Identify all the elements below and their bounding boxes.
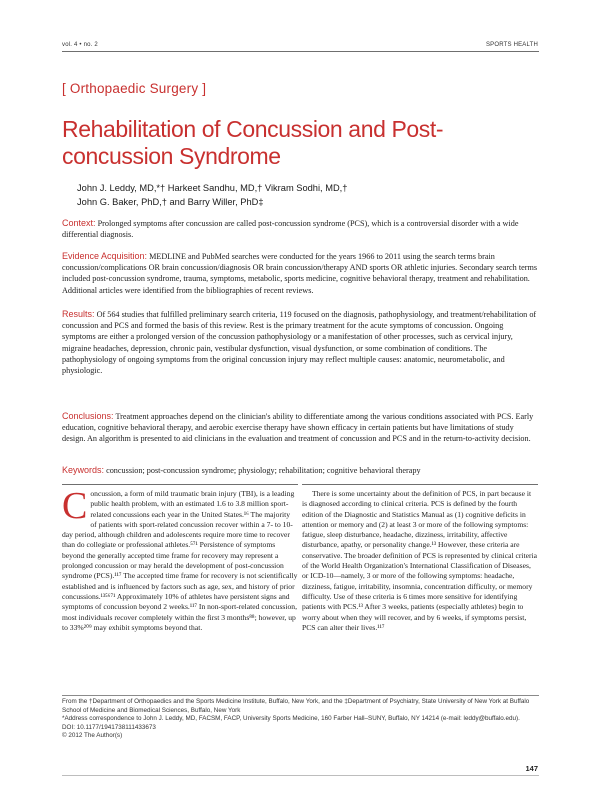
body-column-1 [62,483,298,633]
correspondence-note: *Address correspondence to John J. Leddy, MD, FACSM, FACP, University Sports Medicine, 160 Farber Hall–SUNY, Buffalo, NY 14214 (e-mail: leddy@buffalo.edu). [62,715,520,723]
results-label: Results: [62,309,95,319]
context-text: Prolonged symptoms after concussion are called post-concussion syndrome (PCS), which is a controversial disorder with a wide differential diagnosis. [62,219,519,240]
page-number: 147 [525,764,538,773]
abstract-keywords [62,465,538,476]
keywords-text: concussion; post-concussion syndrome; physiology; rehabilitation; cognitive behavioral therapy [106,466,421,475]
conclusions-label: Conclusions: [62,411,114,421]
affiliation-note: From the †Department of Orthopaedics and the Sports Medicine Institute, Buffalo, New York, and the ‡Department of Psychiatry, State University of New York at Buffalo School of Medicine and Biomedical Sciences, Buffalo, New York [62,698,530,714]
header-rule [62,51,539,52]
evidence-text: MEDLINE and PubMed searches were conducted for the years 1966 to 2011 using the search terms brain concussion/complications OR brain concussion/diagnosis OR brain concussion/therapy AND sports OR athletic injuries. Secondary search terms included post-concussion syndrome, trauma, symptoms, metabolic, sports medicine, cognitive behavioral therapy, treatment and rehabilitation. Additional articles were identified from the bibliographies of recent reviews. [62,252,538,295]
footer-rule [62,695,539,696]
author-line-1: John J. Leddy, MD,*† Harkeet Sandhu, MD,† Vikram Sodhi, MD,† [77,183,348,193]
column-1-text: oncussion, a form of mild traumatic brain injury (TBI), is a leading public health problem, with an estimated 1.6 to 3.8 million sport-related concussions each year in the United States.¹⁶ The majority of patients with sport-related concussion recover within a 7- to 10-day period, although children and adolescents require more time to recover than do collegiate or professional athletes.⁵⁷¹ Persistence of symptoms beyond the generally accepted time frame for recovery may represent a prolonged concussion or may herald the development of post-concussion syndrome (PCS).¹¹⁷ The accepted time frame for recovery is not scientifically established and is influenced by factors such as age, sex, and history of prior concussions.¹³⁵⁶⁷¹ Approximately 10% of athletes have persistent signs and symptoms of concussion beyond 2 weeks.¹¹⁷ In non-sport-related concussion, most individuals recover completely within the first 3 months⁸⁸; however, up to 33%²⁰⁹ may exhibit symptoms beyond that. [62,489,298,632]
section-label: [ Orthopaedic Surgery ] [62,81,207,96]
drop-cap: C [62,485,88,527]
article-title: Rehabilitation of Concussion and Post-concussion Syndrome [62,116,444,169]
abstract-evidence [62,251,538,296]
journal-header: SPORTS HEALTH [485,42,538,48]
keywords-label: Keywords: [62,465,105,475]
abstract-results [62,309,538,376]
volume-header: vol. 4 • no. 2 [62,42,98,48]
body-column-2 [302,483,538,633]
results-text: Of 564 studies that fulfilled preliminary search criteria, 119 focused on the diagnosis, pathophysiology, and treatment/rehabilitation of concussion and PCS and formed the basis of this review. Rest is the primary treatment for the acute symptoms of concussion. Ongoing symptoms are either a prolonged version of the concussion pathophysiology or a manifestation of other processes, such as cervical injury, migraine headaches, depression, chronic pain, vestibular dysfunction, visual dysfunction, or some combination of conditions. The pathophysiology of ongoing symptoms from the original concussion injury may reflect multiple causes: anatomic, neurometabolic, and physiologic. [62,310,537,376]
author-list [77,181,517,209]
doi-note: DOI: 10.1177/1941738111433673 [62,723,156,731]
author-line-2: John G. Baker, PhD,† and Barry Willer, PhD‡ [77,197,264,207]
copyright-note: © 2012 The Author(s) [62,732,123,740]
conclusions-text: Treatment approaches depend on the clinician's ability to differentiate among the various conditions associated with PCS. Early education, cognitive behavioral therapy, and aerobic exercise therapy have shown efficacy in certain patients but have limitations of study design. An algorithm is presented to aid clinicians in the evaluation and treatment of concussion and PCS and in the return-to-activity decision. [62,412,534,444]
abstract-context [62,218,538,240]
bottom-rule [62,775,539,776]
column-2-text: There is some uncertainty about the definition of PCS, in part because it is diagnosed according to clinical criteria. PCS is defined by the fourth edition of the Diagnostic and Statistics Manual as (1) cognitive deficits in attention or memory and (2) at least 3 or more of the following symptoms: fatigue, sleep disturbance, headache, dizziness, irritability, affective disturbance, apathy, or personality change.¹³ However, these criteria are conservative. The broader definition of PCS is represented by clinical criteria of the World Health Organization's International Classification of Diseases, or ICD-10—namely, 3 or more of the following symptoms: headache, dizziness, fatigue, irritability, insomnia, concentration difficulty, or memory difficulty. Use of these criteria is 6 times more sensitive for identifying patients with PCS.¹³ After 3 weeks, patients (especially athletes) begin to worry about when they will recover, and by 6 weeks, if symptoms persist, PCS can alter their lives.¹¹⁷ [302,489,537,632]
abstract-conclusions [62,411,538,445]
evidence-label: Evidence Acquisition: [62,251,148,261]
footnotes [62,698,538,741]
context-label: Context: [62,218,96,228]
